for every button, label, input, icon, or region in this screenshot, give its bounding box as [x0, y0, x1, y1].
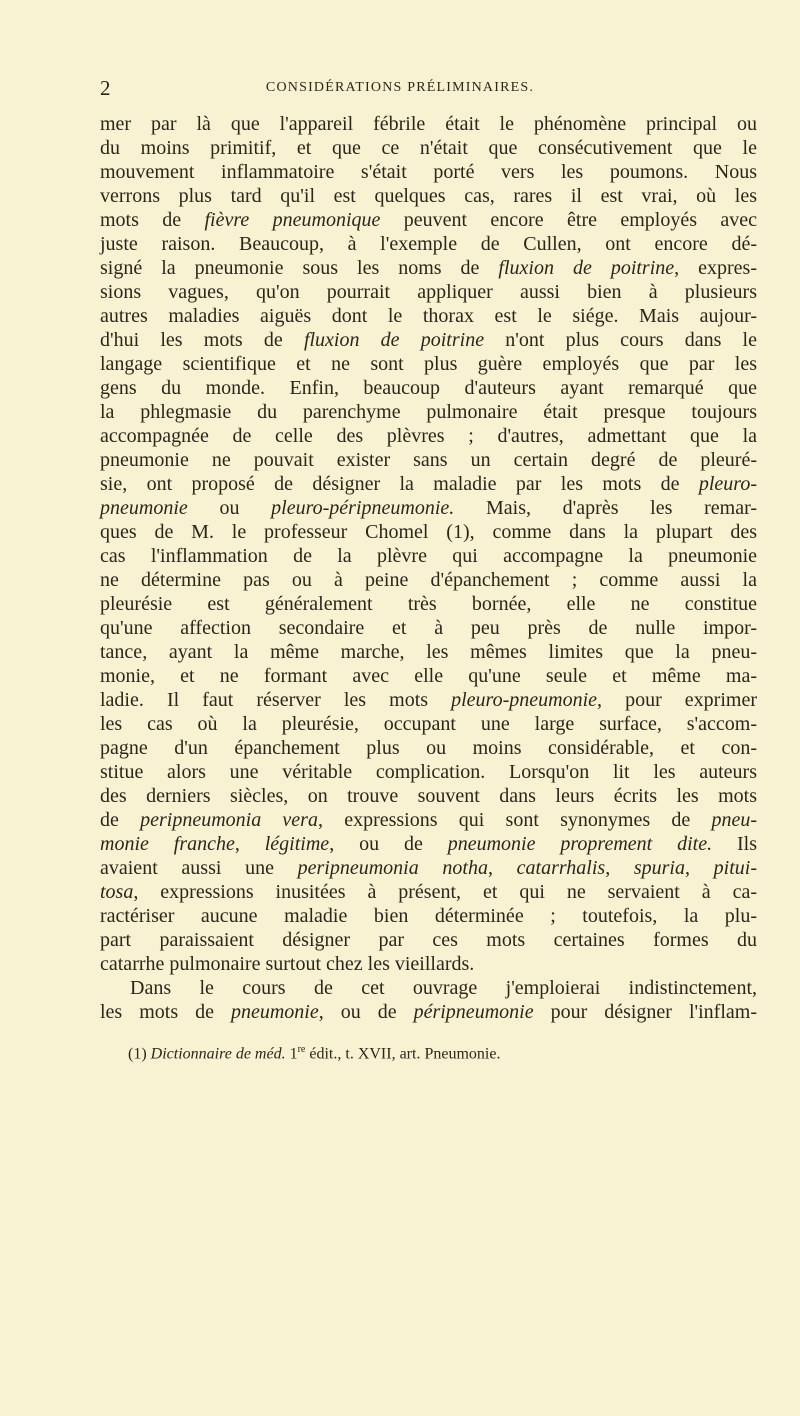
footnote-marker: (1) — [128, 1045, 151, 1063]
text-segment: pneumonie ne pouvait exister sans un certain degré de pleuré- — [100, 449, 757, 471]
italic-term: pneumonie — [230, 1001, 319, 1023]
text-segment: ladie. Il faut réserver les mots — [100, 689, 452, 711]
text-segment: , — [684, 857, 714, 879]
footnote-edition: 1 — [285, 1045, 298, 1063]
text-line — [100, 904, 757, 928]
text-line — [100, 160, 757, 184]
text-line — [100, 208, 757, 232]
text-line — [100, 616, 757, 640]
text-line — [100, 136, 757, 160]
text-line — [100, 232, 757, 256]
footnote-edition-sup: re — [297, 1044, 306, 1055]
text-line — [100, 664, 757, 688]
text-segment: sions vagues, qu'on pourrait appliquer aussi bien à plusieurs — [100, 281, 757, 303]
text-segment: langage scientifique et ne sont plus guère employés que par les — [100, 353, 757, 375]
text-segment: n'ont plus cours dans le — [484, 329, 757, 351]
text-line — [100, 496, 757, 520]
text-line — [100, 568, 757, 592]
text-segment: , — [487, 857, 517, 879]
text-segment: cas l'inflammation de la plèvre qui accompagne la pneumonie — [100, 545, 757, 567]
italic-term: monie franche — [100, 833, 235, 855]
text-line — [100, 400, 757, 424]
text-segment: les cas où la pleurésie, occupant une large surface, s'accom- — [100, 713, 757, 735]
text-line — [100, 880, 757, 904]
italic-term: pleuro-péripneumonie. — [271, 497, 455, 519]
italic-term: légitime — [264, 833, 330, 855]
text-segment: de — [100, 809, 141, 831]
text-line — [100, 304, 757, 328]
text-line — [100, 952, 757, 976]
text-line — [100, 424, 757, 448]
text-segment: Ils — [712, 833, 757, 855]
italic-term: fluxion de poitrine — [303, 329, 485, 351]
text-segment: , expressions inusitées à présent, et qui ne servaient à ca- — [133, 881, 757, 903]
text-line — [100, 976, 757, 1000]
text-line — [100, 328, 757, 352]
text-segment: pour désigner l'inflam- — [533, 1001, 757, 1023]
footnote-source-title: Dictionnaire de méd. — [150, 1045, 286, 1063]
running-title: CONSIDÉRATIONS PRÉLIMINAIRES. — [265, 80, 535, 95]
text-line — [100, 256, 757, 280]
text-line — [100, 112, 757, 136]
text-line — [100, 520, 757, 544]
text-segment: sie, ont proposé de désigner la maladie par les mots de — [100, 473, 699, 495]
italic-term: peripneumonia vera — [140, 809, 318, 831]
text-line — [100, 736, 757, 760]
text-segment: verrons plus tard qu'il est quelques cas, rares il est vrai, où les — [100, 185, 757, 207]
text-segment: du moins primitif, et que ce n'était que consécutivement que le — [100, 137, 757, 159]
italic-term: péripneumonie — [413, 1001, 534, 1023]
text-segment: Mais, d'après les remar- — [454, 497, 757, 519]
text-segment: , expressions qui sont synonymes de — [317, 809, 712, 831]
text-segment: , expres- — [674, 257, 757, 279]
italic-term: tosa — [100, 881, 134, 903]
footnote-reference: édit., t. XVII, art. Pneumonie. — [305, 1045, 501, 1063]
text-line — [100, 688, 757, 712]
text-segment: , pour exprimer — [597, 689, 757, 711]
text-line — [100, 472, 757, 496]
text-segment: peuvent encore être employés avec — [380, 209, 757, 231]
text-segment: ques de M. le professeur Chomel (1), comme dans la plupart des — [100, 521, 757, 543]
italic-term: catarrhalis — [516, 857, 606, 879]
text-segment: part paraissaient désigner par ces mots certaines formes du — [100, 929, 757, 951]
text-segment: ne détermine pas ou à peine d'épanchement ; comme aussi la — [100, 569, 757, 591]
text-segment: stitue alors une véritable complication. Lorsqu'on lit les auteurs — [100, 761, 757, 783]
text-segment: accompagnée de celle des plèvres ; d'autres, admettant que la — [100, 425, 757, 447]
text-segment: les mots de — [100, 1001, 231, 1023]
text-line — [100, 448, 757, 472]
text-segment: la phlegmasie du parenchyme pulmonaire était presque toujours — [100, 401, 757, 423]
text-line — [100, 928, 757, 952]
italic-term: pneumonie proprement dite. — [447, 833, 713, 855]
text-line — [100, 640, 757, 664]
italic-term: fluxion de poitrine — [498, 257, 675, 279]
text-segment: signé la pneumonie sous les noms de — [100, 257, 499, 279]
text-segment: tance, ayant la même marche, les mêmes limites que la pneu- — [100, 641, 757, 663]
text-segment: des derniers siècles, on trouve souvent dans leurs écrits les mots — [100, 785, 757, 807]
text-line — [100, 1000, 757, 1024]
text-segment: catarrhe pulmonaire surtout chez les vieillards. — [100, 953, 475, 975]
text-segment: pleurésie est généralement très bornée, elle ne constitue — [100, 593, 757, 615]
italic-term: pneumonie — [100, 497, 188, 519]
text-segment: qu'une affection secondaire et à peu près de nulle impor- — [100, 617, 757, 639]
text-line — [100, 280, 757, 304]
text-segment: , ou de — [318, 1001, 414, 1023]
text-line — [100, 352, 757, 376]
text-segment: d'hui les mots de — [100, 329, 304, 351]
text-segment: Dans le cours de cet ouvrage j'emploierai indistinctement, — [130, 977, 757, 999]
text-line — [100, 760, 757, 784]
text-line — [100, 856, 757, 880]
text-segment: , ou de — [329, 833, 448, 855]
text-segment: pagne d'un épanchement plus ou moins considérable, et con- — [100, 737, 757, 759]
italic-term: pitui- — [713, 857, 757, 879]
text-segment: autres maladies aiguës dont le thorax est le siége. Mais aujour- — [100, 305, 757, 327]
text-segment: ou — [187, 497, 272, 519]
text-segment: mots de — [100, 209, 205, 231]
italic-term: pneu- — [711, 809, 757, 831]
text-line — [100, 832, 757, 856]
text-segment: avaient aussi une — [100, 857, 298, 879]
page-number: 2 — [100, 76, 111, 100]
text-segment: monie, et ne formant avec elle qu'une seule et même ma- — [100, 665, 757, 687]
text-line — [100, 592, 757, 616]
italic-term: fièvre pneumonique — [204, 209, 381, 231]
text-line — [100, 712, 757, 736]
text-line — [100, 808, 757, 832]
body-text — [100, 112, 757, 1024]
text-segment: , — [234, 833, 265, 855]
text-segment: , — [605, 857, 634, 879]
text-line — [100, 376, 757, 400]
footnote — [128, 1040, 500, 1064]
italic-term: pleuro- — [698, 473, 757, 495]
italic-term: peripneumonia notha — [297, 857, 488, 879]
text-line — [100, 784, 757, 808]
italic-term: spuria — [633, 857, 685, 879]
text-segment: mer par là que l'appareil fébrile était le phénomène principal ou — [100, 113, 757, 135]
text-segment: gens du monde. Enfin, beaucoup d'auteurs ayant remarqué que — [100, 377, 757, 399]
text-segment: mouvement inflammatoire s'était porté vers les poumons. Nous — [100, 161, 757, 183]
text-segment: juste raison. Beaucoup, à l'exemple de Cullen, ont encore dé- — [100, 233, 757, 255]
text-line — [100, 184, 757, 208]
text-line — [100, 544, 757, 568]
italic-term: pleuro-pneumonie — [451, 689, 597, 711]
text-segment: ractériser aucune maladie bien déterminée ; toutefois, la plu- — [100, 905, 757, 927]
